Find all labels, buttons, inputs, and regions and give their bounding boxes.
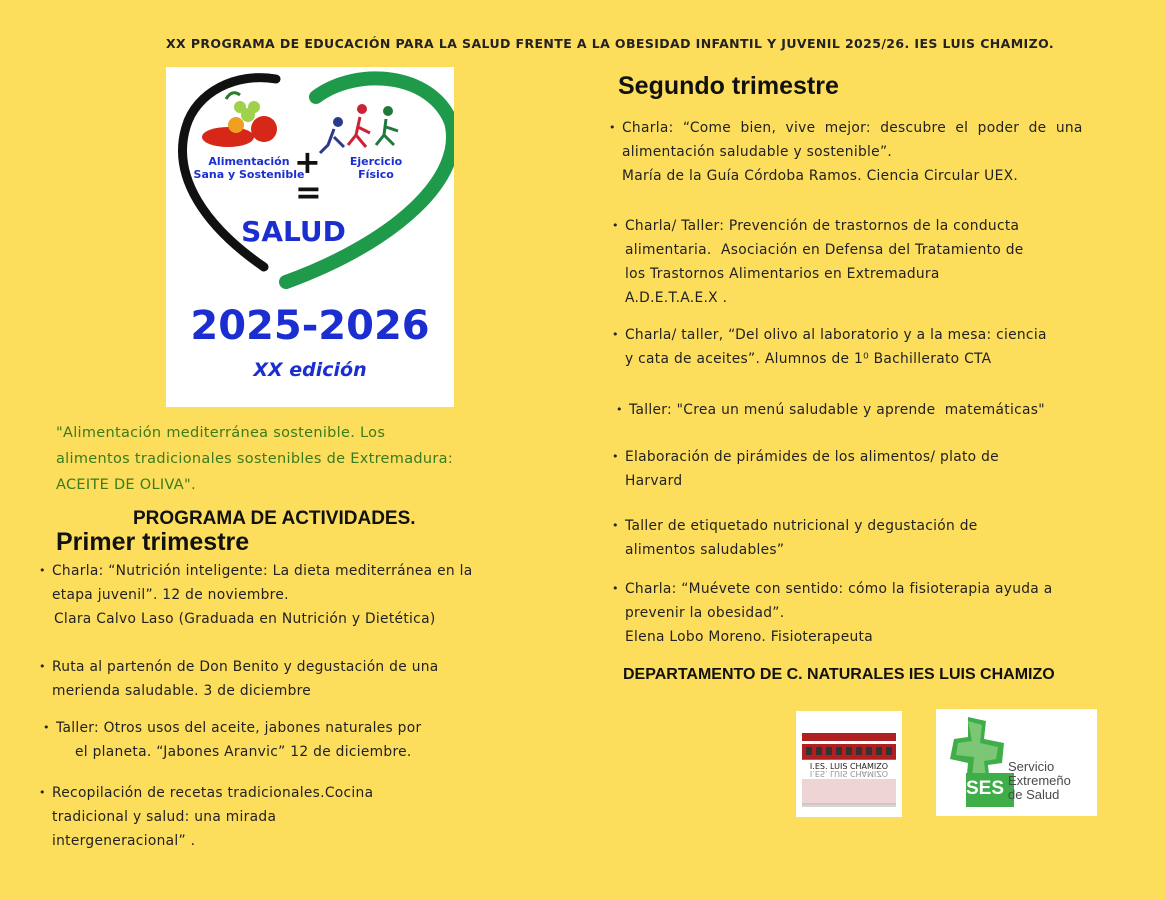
list-item: • Recopilación de recetas tradicionales.Cocina tradicional y salud: una mirada intergeneracional” .: [52, 781, 373, 853]
bullet-icon: •: [612, 519, 619, 532]
list-item: • Charla/ Taller: Prevención de trastornos de la conducta alimentaria. Asociación en Defensa del Tratamiento de los Trastornos Alimentarios en Extremadura A.D.E.T.A.E.X .: [625, 214, 1024, 310]
page-header: XX PROGRAMA DE EDUCACIÓN PARA LA SALUD FRENTE A LA OBESIDAD INFANTIL Y JUVENIL 2025/26. IES LUIS CHAMIZO.: [166, 36, 1054, 51]
list-item: • Taller: Otros usos del aceite, jabones naturales por el planeta. “Jabones Aranvic” 12 de diciembre.: [56, 716, 421, 764]
bullet-icon: •: [612, 328, 619, 341]
program-title: PROGRAMA DE ACTIVIDADES.: [133, 508, 416, 529]
motto: "Alimentación mediterránea sostenible. Los alimentos tradicionales sostenibles de Extremadura: ACEITE DE OLIVA".: [56, 425, 454, 493]
ses-logo: [936, 709, 1097, 816]
runners-icon: [320, 104, 398, 153]
logo-right-label: Ejercicio Físico: [349, 155, 403, 181]
first-term-title: Primer trimestre: [56, 528, 250, 556]
school-logo-label: I.ES. LUIS CHAMIZO: [809, 762, 889, 771]
school-logo: [796, 711, 902, 817]
fruits-icon: [202, 93, 277, 147]
bullet-icon: •: [39, 786, 46, 799]
plus-sign: +: [294, 143, 321, 181]
list-item: • Charla: “Nutrición inteligente: La dieta mediterránea en la etapa juvenil”. 12 de noviembre. Clara Calvo Laso (Graduada en Nutrición y Dietética): [52, 559, 473, 631]
list-item: • Elaboración de pirámides de los alimentos/ plato de Harvard: [625, 445, 999, 493]
bullet-icon: •: [609, 121, 616, 134]
years-text: 2025-2026: [190, 303, 430, 349]
list-item: • Charla/ taller, “Del olivo al laboratorio y a la mesa: ciencia y cata de aceites”. Alumnos de 1⁰ Bachillerato CTA: [625, 323, 1047, 371]
bullet-icon: •: [39, 660, 46, 673]
bullet-icon: •: [612, 450, 619, 463]
ses-abbr: SES: [966, 778, 1005, 799]
logo-left-label: Alimentación Sana y Sostenible: [193, 155, 305, 181]
second-term-title: Segundo trimestre: [618, 72, 839, 100]
bullet-icon: •: [612, 219, 619, 232]
list-item: • Ruta al partenón de Don Benito y degustación de una merienda saludable. 3 de diciembre: [52, 655, 439, 703]
bullet-icon: •: [39, 564, 46, 577]
ses-name: Servicio Extremeño de Salud: [1008, 759, 1071, 802]
equals-sign: =: [295, 173, 322, 211]
edition-text: XX edición: [253, 359, 367, 381]
bullet-icon: •: [612, 582, 619, 595]
list-item: • Charla: “Come bien, vive mejor: descubre el poder de una alimentación saludable y sostenible”. María de la Guía Córdoba Ramos. Ciencia Circular UEX.: [622, 116, 1162, 188]
bullet-icon: •: [43, 721, 50, 734]
list-item: • Taller: "Crea un menú saludable y aprende matemáticas": [629, 398, 1045, 422]
bullet-icon: •: [616, 403, 623, 416]
list-item: • Charla: “Muévete con sentido: cómo la fisioterapia ayuda a prevenir la obesidad”. Elena Lobo Moreno. Fisioterapeuta: [625, 577, 1053, 649]
school-logo-reflection: I.ES. LUIS CHAMIZO: [809, 769, 889, 778]
salud-text: SALUD: [241, 215, 346, 248]
program-logo: [166, 67, 454, 407]
department-label: DEPARTAMENTO DE C. NATURALES IES LUIS CHAMIZO: [623, 666, 1055, 683]
list-item: • Taller de etiquetado nutricional y degustación de alimentos saludables”: [625, 514, 978, 562]
